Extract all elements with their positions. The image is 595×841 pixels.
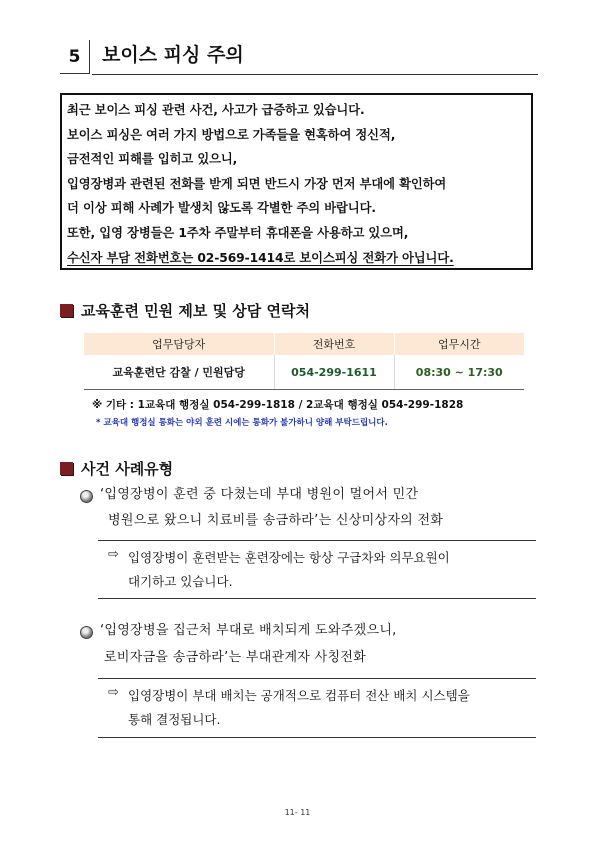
round-bullet-icon (80, 626, 93, 639)
column-header: 전화번호 (274, 333, 394, 355)
case-answer: 대기하고 있습니다. (128, 574, 233, 589)
case-divider (98, 540, 536, 541)
column-header: 업무시간 (394, 333, 524, 355)
case-description: 병원으로 왔으니 치료비를 송금하라’는 신상미상자의 전화 (108, 513, 444, 528)
contact-heading (60, 300, 310, 321)
contact-phone: 054-299-1611 (274, 355, 394, 390)
case-divider (98, 737, 536, 738)
warning-notice-box (60, 93, 533, 270)
column-header: 업무담당자 (84, 333, 274, 355)
square-bullet-icon (60, 304, 73, 317)
case-answer: 입영장병이 훈련받는 훈련장에는 항상 구급차와 의무요원이 (128, 550, 450, 565)
contact-person: 교육훈련단 감찰 / 민원담당 (84, 355, 274, 390)
case-divider (98, 678, 536, 679)
page-number: 11- 11 (284, 808, 311, 817)
arrow-right-icon: ⇨ (108, 547, 119, 562)
case-description: ‘입영장병이 훈련 중 다쳤는데 부대 병원이 멀어서 민간 (100, 487, 419, 502)
contact-heading-text: 교육훈련 민원 제보 및 상담 연락처 (81, 302, 310, 320)
case-description: 로비자금을 송금하라’는 부대관계자 사칭전화 (104, 650, 367, 665)
table-row (84, 355, 524, 390)
round-bullet-icon (80, 490, 93, 503)
section-title: 보이스 피싱 주의 (102, 44, 244, 66)
notice-line: 입영장병과 관련된 전화를 받게 되면 반드시 가장 먼저 부대에 확인하여 (67, 176, 447, 191)
arrow-right-icon: ⇨ (108, 685, 119, 700)
section-number: 5 (60, 40, 90, 74)
section-divider (92, 74, 538, 75)
contact-hours: 08:30 ~ 17:30 (394, 355, 524, 390)
notice-line: 수신자 부담 전화번호는 02-569-1414로 보이스피싱 전화가 아닙니다. (67, 250, 454, 265)
contact-footnote: * 교육대 행정실 통화는 야외 훈련 시에는 통화가 불가하니 양해 부탁드립니다. (96, 418, 388, 428)
notice-line: 최근 보이스 피싱 관련 사건, 사고가 급증하고 있습니다. (67, 103, 365, 117)
case-answer: 입영장병이 부대 배치는 공개적으로 컴퓨터 전산 배치 시스템을 (128, 688, 470, 703)
notice-line: 보이스 피싱은 여러 가지 방법으로 가족들을 현혹하여 정신적, (67, 127, 396, 142)
contact-table (84, 333, 524, 390)
case-answer: 통해 결정됩니다. (128, 712, 221, 727)
notice-line: 더 이상 피해 사례가 발생치 않도록 각별한 주의 바랍니다. (67, 201, 376, 216)
square-bullet-icon (60, 462, 73, 475)
case-divider (98, 598, 536, 599)
contact-note: ※ 기타 : 1교육대 행정실 054-299-1818 / 2교육대 행정실 054-299-1828 (92, 399, 464, 411)
case-description: ‘입영장병을 집근처 부대로 배치되게 도와주겠으니, (100, 623, 397, 638)
notice-line: 또한, 입영 장병들은 1주차 주말부터 휴대폰을 사용하고 있으며, (67, 225, 409, 240)
table-header-row (84, 333, 524, 355)
cases-heading-text: 사건 사례유형 (81, 460, 174, 478)
notice-line: 금전적인 피해를 입히고 있으니, (67, 152, 238, 167)
cases-heading (60, 458, 173, 479)
